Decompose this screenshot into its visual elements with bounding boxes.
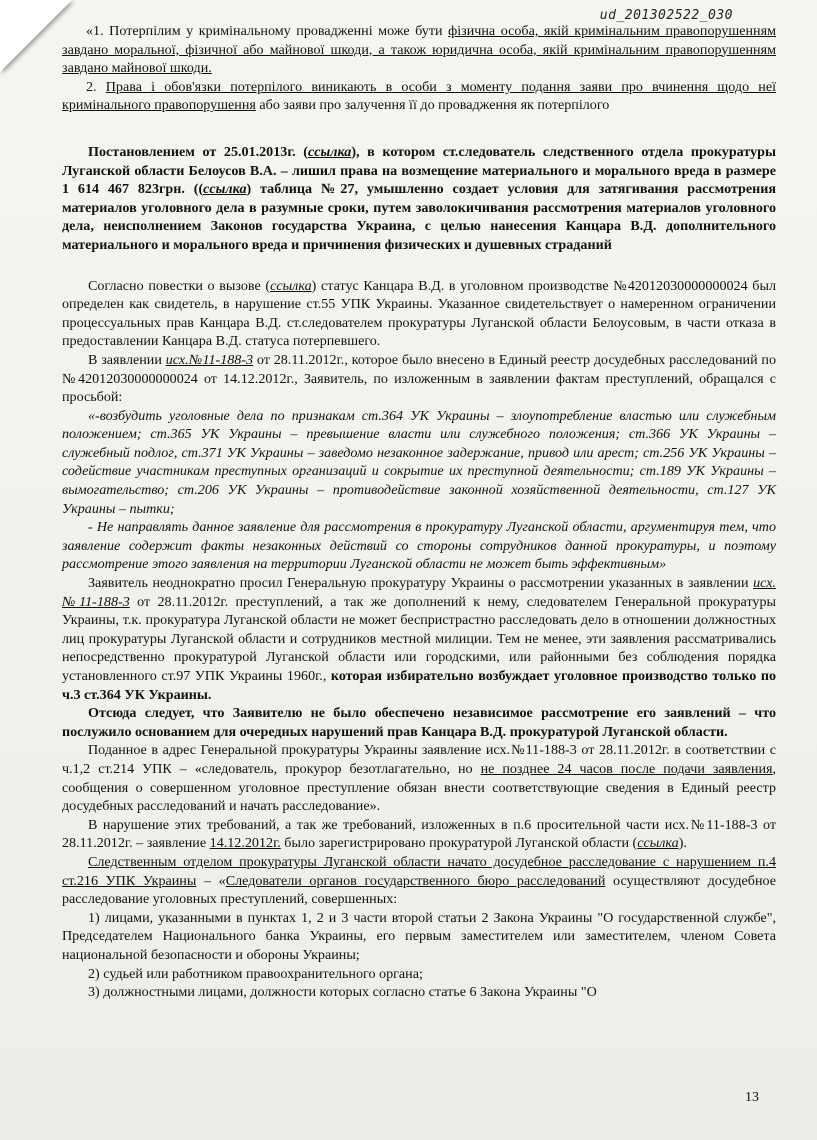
body-text: В заявлении — [88, 351, 166, 368]
paragraph-cpc-216 — [62, 853, 776, 909]
body-text: Согласно повестки о вызове ( — [88, 277, 271, 294]
list-item-1: 1) лицами, указанными в пунктах 1, 2 и 3 части второй статьи 2 Закона Украины "О государственной службе", Председателем Национального банка Украины, его первым заместителем или заместителем, членом Совета национальной безопасности и обороны Украины; — [62, 909, 776, 963]
page-number: 13 — [745, 1090, 759, 1105]
reference-link[interactable]: ссылка — [270, 277, 312, 294]
law-text: «1. Потерпілим у кримінальному провадженні може бути — [86, 23, 449, 39]
law-text: або заяви про залучення її до провадження як потерпілого — [255, 97, 610, 114]
body-text: – « — [196, 872, 226, 889]
paragraph-registration — [62, 816, 776, 853]
body-text: от 28.11.2012г., которое было внесено в Единый реестр досудебных расследований по №42012030000000024 от 14.12.2012г., Заявитель, по изложенным в заявлении фактам преступлений, обращался с просьбой: — [62, 351, 777, 406]
body-text: Заявитель неоднократно просил Генеральную прокуратуру Украины о рассмотрении указанных в заявлении — [88, 575, 754, 592]
body-text-bold: которая избирательно возбуждает уголовное производство только по ч.3 ст.364 УК Украины. — [62, 668, 777, 703]
body-text: , сообщения о совершенном уголовное преступление обязан внести соответствующие сведения в Единый реестр досудебных расследований и начать расследование». — [62, 760, 777, 815]
law-text: 2. — [86, 78, 106, 95]
heading-text: Постановлением от 25.01.2013г. ( — [88, 143, 308, 160]
body-text: осуществляют досудебное расследование уголовных преступлений, совершенных: — [62, 872, 776, 908]
reference-link[interactable]: ссылка — [307, 143, 352, 160]
quote-request-2: - Не направлять данное заявление для рассмотрения в прокуратуру Луганской области, аргументируя тем, что заявление содержит факты незаконных действий со стороны сотрудников данной прокуратуры, и поэтому рассмотрение этого заявления на территории Луганской области не может быть эффективным» — [62, 519, 776, 573]
paragraph-general-prosecutor — [62, 574, 776, 704]
paragraph-statement — [62, 351, 776, 407]
heading-text: ) таблица №27, умышленно создает условия для затягивания рассмотрения материалов уголовного дела в разумные сроки, путем заволокичивания рассмотрения материалов уголовного дела, неисполнением Законов государства Украина, с целью нанесения Канцара В.Д. дополнительного материального и морального вреда и причинения физических и душевных страданий — [62, 181, 776, 253]
body-text: Поданное в адрес Генеральной прокуратуры Украины заявление исх.№11-188-3 от 28.11.2012г. в соответствии с ч.1,2 ст.214 УПК – «следователь, прокурор безотлагательно, но — [62, 742, 776, 777]
section-heading — [62, 143, 776, 255]
heading-text: ), в котором ст.следователь следственного отдела прокуратуры Луганской области Белоусов В.А. – лишил права на возмещение материального и морального вреда в размере 1 614 467 823грн. (( — [62, 143, 776, 198]
statement-reference: исх.№11-188-3 — [165, 351, 254, 368]
paragraph-conclusion: Отсюда следует, что Заявителю не было обеспечено независимое рассмотрение его заявлений – что послужило основанием для очередных нарушений прав Канцара В.Д. прокуратурой Луганской области. — [62, 705, 776, 740]
body-text: было зарегистрировано прокуратурой Луганской области ( — [280, 835, 638, 852]
law-text-underlined: фізична особа, якій кримінальним правопорушенням завдано моральної, фізичної або майнової шкоди, а також юридична особа, якій кримінальним правопорушенням завдано майнової шкоди. — [62, 23, 776, 77]
paragraph-summons — [62, 277, 776, 351]
reference-link[interactable]: ссылка — [637, 835, 679, 852]
body-text: от 28.11.2012г. преступлений, а так же дополнений к нему, следователем Генеральной прокуратуры Украины, т.к. прокуратура Луганской области не может беспристрастно расследовать дело в отношении должностных лиц прокуратуры Луганской области и сотрудников местной милиции. Тем не менее, эти заявления рассматривались непосредственно прокуратурой Луганской области или городскими, или районными без соблюдения порядка установленного ст.97 УПК Украины 1960г., — [62, 593, 776, 684]
law-excerpt-part-1 — [62, 22, 776, 78]
paragraph-cpc-214 — [62, 741, 776, 815]
statement-reference: исх.№11-188-3 — [62, 575, 776, 610]
body-text: В нарушение этих требований, а так же требований, изложенных в п.6 просительной части исх.№11-188-3 от 28.11.2012г. – заявление — [62, 816, 776, 852]
document-body — [62, 22, 776, 1002]
body-text-underlined: 14.12.2012г. — [209, 835, 281, 852]
document-id-stamp: ud_201302522_030 — [599, 8, 733, 23]
body-text-underlined: Следователи органов государственного бюро расследований — [225, 872, 606, 889]
list-item-3: 3) должностными лицами, должности которых согласно статье 6 Закона Украины "О — [88, 984, 597, 1001]
spacer — [62, 255, 776, 277]
body-text: ). — [678, 835, 687, 852]
quote-request-1: «-возбудить уголовные дела по признакам ст.364 УК Украины – злоупотребление властью или служебным положением; ст.365 УК Украины – превышение власти или служебного положения; ст.366 УК Украины – служебный подлог, ст.371 УК Украины – заведомо незаконное задержание, привод или арест; ст.256 УК Украины – содействие участникам преступных организаций и сокрытие их преступной деятельности; ст.189 УК Украины – вымогательство; ст.206 УК Украины – противодействие законной хозяйственной деятельности, ст.127 УК Украины – пытки; — [62, 407, 776, 517]
list-item-2: 2) судьей или работником правоохранительного органа; — [88, 965, 423, 982]
spacer — [62, 115, 776, 143]
reference-link[interactable]: ссылка — [203, 181, 247, 198]
body-text: ) статус Канцара В.Д. в уголовном производстве №42012030000000024 был определен как свидетель, в нарушение ст.55 УПК Украины. Указанное свидетельствует о намеренном ограничении процессуальных прав Канцара В.Д. ст.следователем прокуратуры Луганской области Белоусовым, в части отказа в предоставлении Канцара В.Д. статуса потерпевшего. — [62, 277, 776, 350]
law-text-underlined: Права і обов'язки потерпілого виникають в особи з моменту подання заяви про вчинення щодо неї кримінального правопорушення — [62, 78, 777, 114]
body-text-underlined: Следственным отделом прокуратуры Луганской области начато досудебное расследование с нарушением п.4 ст.216 УПК Украины — [62, 853, 776, 889]
body-text-underlined: не позднее 24 часов после подачи заявления — [480, 760, 773, 777]
law-excerpt-part-2 — [62, 78, 776, 115]
